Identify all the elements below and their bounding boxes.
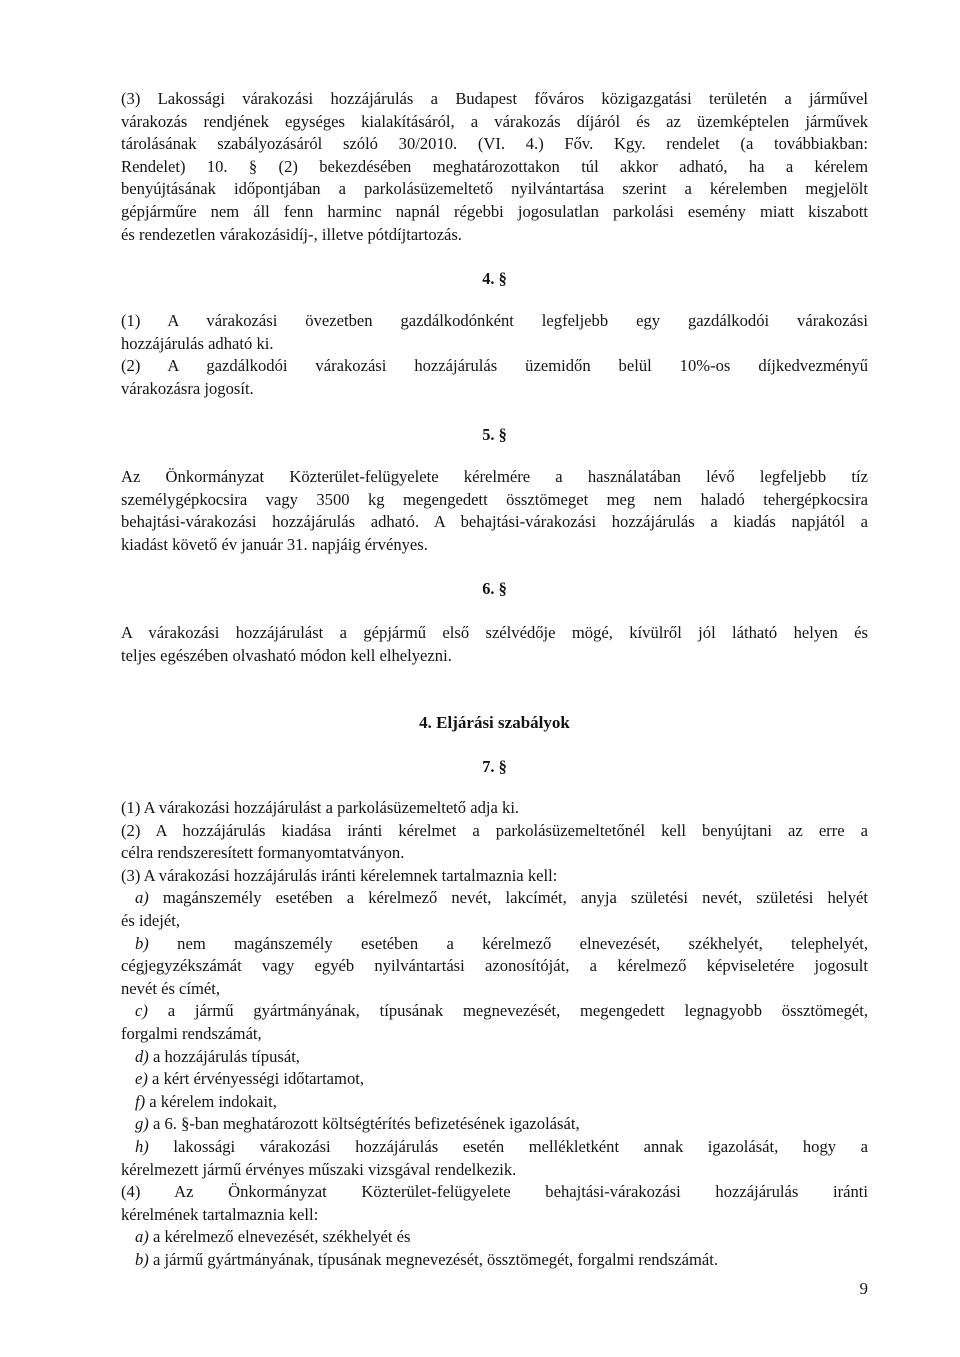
list-text: a kért érvényességi időtartamot, xyxy=(147,1069,365,1089)
text-line: és idejét, xyxy=(121,910,180,930)
list-item-d xyxy=(121,1046,868,1069)
list-item-a xyxy=(121,887,868,910)
text-line: (3) Lakossági várakozási hozzájárulás a Budapest főváros közigazgatási területén a járművel xyxy=(121,89,868,108)
text-line: cégjegyzékszámát vagy egyéb nyilvántartási azonosítóját, a kérelmező képviseletére jogosult xyxy=(121,956,868,976)
section-4-body xyxy=(121,310,868,400)
list-letter: d) xyxy=(135,1046,149,1066)
list-text: a kérelmező elnevezését, székhelyét és xyxy=(148,1227,411,1247)
section-5-heading: 5. § xyxy=(482,425,507,444)
text-line: hozzájárulás adható ki. xyxy=(121,333,274,353)
text-line: teljes egészében olvasható módon kell elhelyezni. xyxy=(121,645,452,665)
list-text: nem magánszemély esetében a kérelmező elnevezését, székhelyét, telephelyét, xyxy=(148,933,868,953)
list-letter: g) xyxy=(135,1114,149,1134)
text-line: (1) A várakozási övezetben gazdálkodónként legfeljebb egy gazdálkodói várakozási xyxy=(121,311,868,330)
list-text: a hozzájárulás típusát, xyxy=(148,1046,300,1066)
list-letter: c) xyxy=(135,1001,148,1021)
text-line: célra rendszeresített formanyomtatványon. xyxy=(121,843,405,863)
text-line: kérelmezett jármű érvényes műszaki vizsgával rendelkezik. xyxy=(121,1159,517,1179)
section-4-heading: 4. § xyxy=(482,269,507,288)
text-line: (2) A hozzájárulás kiadása iránti kérelmet a parkolásüzemeltetőnél kell benyújtani az erre a xyxy=(121,820,868,840)
list-letter: e) xyxy=(135,1069,148,1089)
list-text: a 6. §-ban meghatározott költségtérítés befizetésének igazolását, xyxy=(148,1114,580,1134)
text-line: és rendezetlen várakozásidíj-, illetve pótdíjtartozás. xyxy=(121,224,462,244)
list-letter: h) xyxy=(135,1136,149,1156)
list-letter: a) xyxy=(135,888,149,908)
list-item-h xyxy=(121,1136,868,1159)
text-line: A várakozási hozzájárulást a gépjármű első szélvédője mögé, kívülről jól látható helyen és xyxy=(121,623,868,642)
text-line: (1) A várakozási hozzájárulást a parkolásüzemeltető adja ki. xyxy=(121,798,520,817)
page-number: 9 xyxy=(859,1279,868,1298)
text-line: várakozás rendjének egységes kialakításáról, a várakozás díjáról és az üzemképtelen járművek xyxy=(121,111,868,131)
text-line: tárolásának szabályozásáról szóló 30/2010. (VI. 4.) Főv. Kgy. rendelet (a továbbiakban: xyxy=(121,134,868,154)
paragraph-3 xyxy=(121,88,868,246)
list-item-b xyxy=(121,933,868,956)
list-letter: a) xyxy=(135,1227,149,1247)
list-text: a kérelem indokait, xyxy=(145,1091,277,1111)
text-line: kiadást követő év január 31. napjáig érvényes. xyxy=(121,534,428,554)
section-6-heading: 6. § xyxy=(482,579,507,598)
list-item-f xyxy=(121,1091,868,1114)
list-text: lakossági várakozási hozzájárulás esetén mellékletként annak igazolását, hogy a xyxy=(148,1136,868,1156)
list-letter: b) xyxy=(135,933,149,953)
list-letter: f) xyxy=(135,1091,146,1111)
list-text: a jármű gyártmányának, típusának megnevezését, össztömegét, forgalmi rendszámát. xyxy=(148,1249,719,1269)
section-6-body xyxy=(121,622,868,667)
chapter-title: 4. Eljárási szabályok xyxy=(419,713,570,732)
text-line: nevét és címét, xyxy=(121,978,221,998)
text-line: Rendelet) 10. § (2) bekezdésében meghatározottakon túl akkor adható, ha a kérelem xyxy=(121,156,868,176)
list-text: a jármű gyártmányának, típusának megnevezését, megengedett legnagyobb össztömegét, xyxy=(147,1001,868,1021)
text-line: (3) A várakozási hozzájárulás iránti kérelemnek tartalmaznia kell: xyxy=(121,865,558,885)
list-item-c xyxy=(121,1000,868,1023)
text-line: forgalmi rendszámát, xyxy=(121,1023,262,1043)
list-item-e xyxy=(121,1068,868,1091)
list-item-4a xyxy=(121,1226,868,1249)
text-line: személygépkocsira vagy 3500 kg megengedett össztömeget meg nem haladó tehergépkocsira xyxy=(121,489,868,509)
list-item-4b xyxy=(121,1249,868,1272)
section-7-heading: 7. § xyxy=(482,757,507,776)
text-line: gépjárműre nem áll fenn harminc napnál régebbi jogosulatlan parkolási esemény miatt kiszabott xyxy=(121,201,868,221)
text-line: kérelmének tartalmaznia kell: xyxy=(121,1204,319,1224)
section-5-body xyxy=(121,466,868,556)
text-line: benyújtásának időpontjában a parkolásüzemeltető nyilvántartása szerint a kérelemben megjelölt xyxy=(121,179,868,199)
text-line: behajtási-várakozási hozzájárulás adható. A behajtási-várakozási hozzájárulás a kiadás napjától a xyxy=(121,512,868,532)
text-line: Az Önkormányzat Közterület-felügyelete kérelmére a használatában lévő legfeljebb tíz xyxy=(121,467,868,486)
list-letter: b) xyxy=(135,1249,149,1269)
section-7-body xyxy=(121,797,868,1271)
list-item-g xyxy=(121,1113,868,1136)
text-line: (4) Az Önkormányzat Közterület-felügyelete behajtási-várakozási hozzájárulás iránti xyxy=(121,1182,868,1202)
text-line: (2) A gazdálkodói várakozási hozzájárulás üzemidőn belül 10%-os díjkedvezményű xyxy=(121,356,868,376)
list-text: magánszemély esetében a kérelmező nevét, lakcímét, anyja születési nevét, születési helyét xyxy=(148,888,868,908)
text-line: várakozásra jogosít. xyxy=(121,378,254,398)
